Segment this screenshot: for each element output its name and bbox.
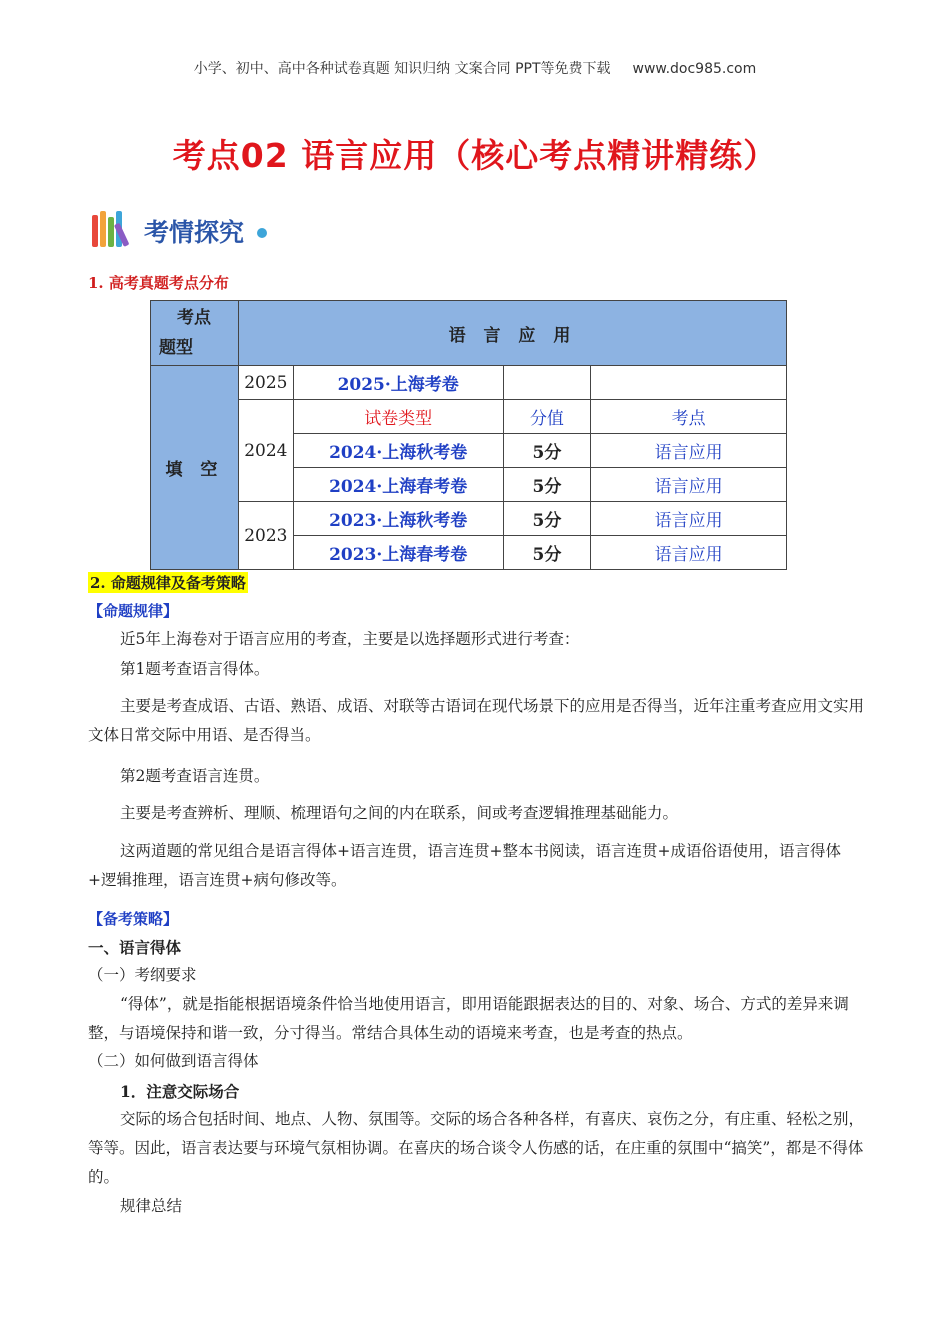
score: 5分 xyxy=(503,502,591,536)
exam-name: 2023·上海秋考卷 xyxy=(293,502,503,536)
table-cell xyxy=(591,366,787,400)
strategy-subheading: （一）考纲要求 xyxy=(88,966,197,984)
rule-paragraph: 主要是考查辨析、理顺、梳理语句之间的内在联系，间或考查逻辑推理基础能力。 xyxy=(120,804,679,822)
banner-title: 考情探究 xyxy=(144,218,245,247)
strategy-heading: 一、语言得体 xyxy=(88,938,182,957)
exam-name: 2023·上海春考卷 xyxy=(293,536,503,570)
test-point: 语言应用 xyxy=(591,434,787,468)
strategy-point-heading: 1．注意交际场合 xyxy=(120,1082,240,1101)
year-2024: 2024 xyxy=(238,400,293,502)
strategy-paragraph: “得体”，就是指能根据语境条件恰当地使用语言，即用语能跟据表达的目的、对象、场合、方式的差异来调整，与语境保持和谐一致，分寸得当。常结合具体生动的语境来考查，也是考查的热点。 xyxy=(88,995,849,1042)
table-cell xyxy=(503,366,591,400)
year-2025: 2025 xyxy=(238,366,293,400)
exam-distribution-table xyxy=(150,300,787,570)
strategy-paragraph: 规律总结 xyxy=(120,1197,183,1215)
exam-2025: 2025·上海考卷 xyxy=(293,366,503,400)
page-title: 考点02 语言应用（核心考点精讲精练） xyxy=(172,136,778,175)
books-icon xyxy=(92,207,137,247)
rule-paragraph: 第2题考查语言连贯。 xyxy=(120,767,270,785)
strategy-label: 【备考策略】 xyxy=(88,910,179,928)
year-2023: 2023 xyxy=(238,502,293,570)
strategy-subheading: （二）如何做到语言得体 xyxy=(88,1052,259,1070)
rule-paragraph: 第1题考查语言得体。 xyxy=(120,660,270,678)
test-point: 语言应用 xyxy=(591,536,787,570)
score: 5分 xyxy=(503,536,591,570)
corner-bottom: 题型 xyxy=(159,338,193,358)
section-banner xyxy=(92,205,272,251)
score: 5分 xyxy=(503,434,591,468)
corner-top: 考点 xyxy=(177,308,211,328)
test-point: 语言应用 xyxy=(591,502,787,536)
header-text: 小学、初中、高中各种试卷真题 知识归纳 文案合同 PPT等免费下载 xyxy=(193,61,611,77)
rule-label: 【命题规律】 xyxy=(88,602,179,620)
score: 5分 xyxy=(503,468,591,502)
rule-paragraph: 近5年上海卷对于语言应用的考查，主要是以选择题形式进行考查： xyxy=(120,630,580,648)
page-header xyxy=(0,58,950,78)
exam-name: 2024·上海秋考卷 xyxy=(293,434,503,468)
header-url[interactable]: www.doc985.com xyxy=(632,61,757,77)
col-header-exam-type: 试卷类型 xyxy=(293,400,503,434)
test-point: 语言应用 xyxy=(591,468,787,502)
dot-icon xyxy=(257,228,267,238)
rule-paragraph: 这两道题的常见组合是语言得体+语言连贯，语言连贯+整本书阅读，语言连贯+成语俗语使用，语言得体+逻辑推理，语言连贯+病句修改等。 xyxy=(88,842,841,889)
rule-paragraph: 主要是考查成语、古语、熟语、成语、对联等古语词在现代场景下的应用是否得当，近年注重考查应用文实用文体日常交际中用语、是否得当。 xyxy=(88,697,865,744)
table-row xyxy=(151,502,787,536)
table-corner xyxy=(151,301,239,366)
strategy-paragraph: 交际的场合包括时间、地点、人物、氛围等。交际的场合各种各样，有喜庆、哀伤之分，有庄重、轻松之别，等等。因此，语言表达要与环境气氛相协调。在喜庆的场合谈令人伤感的话，在庄重的氛围中“搞笑”，都是不得体的。 xyxy=(88,1110,865,1186)
section2-heading: 2. 命题规律及备考策略 xyxy=(90,574,246,592)
section1-heading: 1. 高考真题考点分布 xyxy=(88,274,229,292)
col-header-point: 考点 xyxy=(591,400,787,434)
row-type-label: 填 空 xyxy=(151,366,239,570)
table-main-header: 语 言 应 用 xyxy=(238,301,786,366)
exam-name: 2024·上海春考卷 xyxy=(293,468,503,502)
col-header-score: 分值 xyxy=(503,400,591,434)
